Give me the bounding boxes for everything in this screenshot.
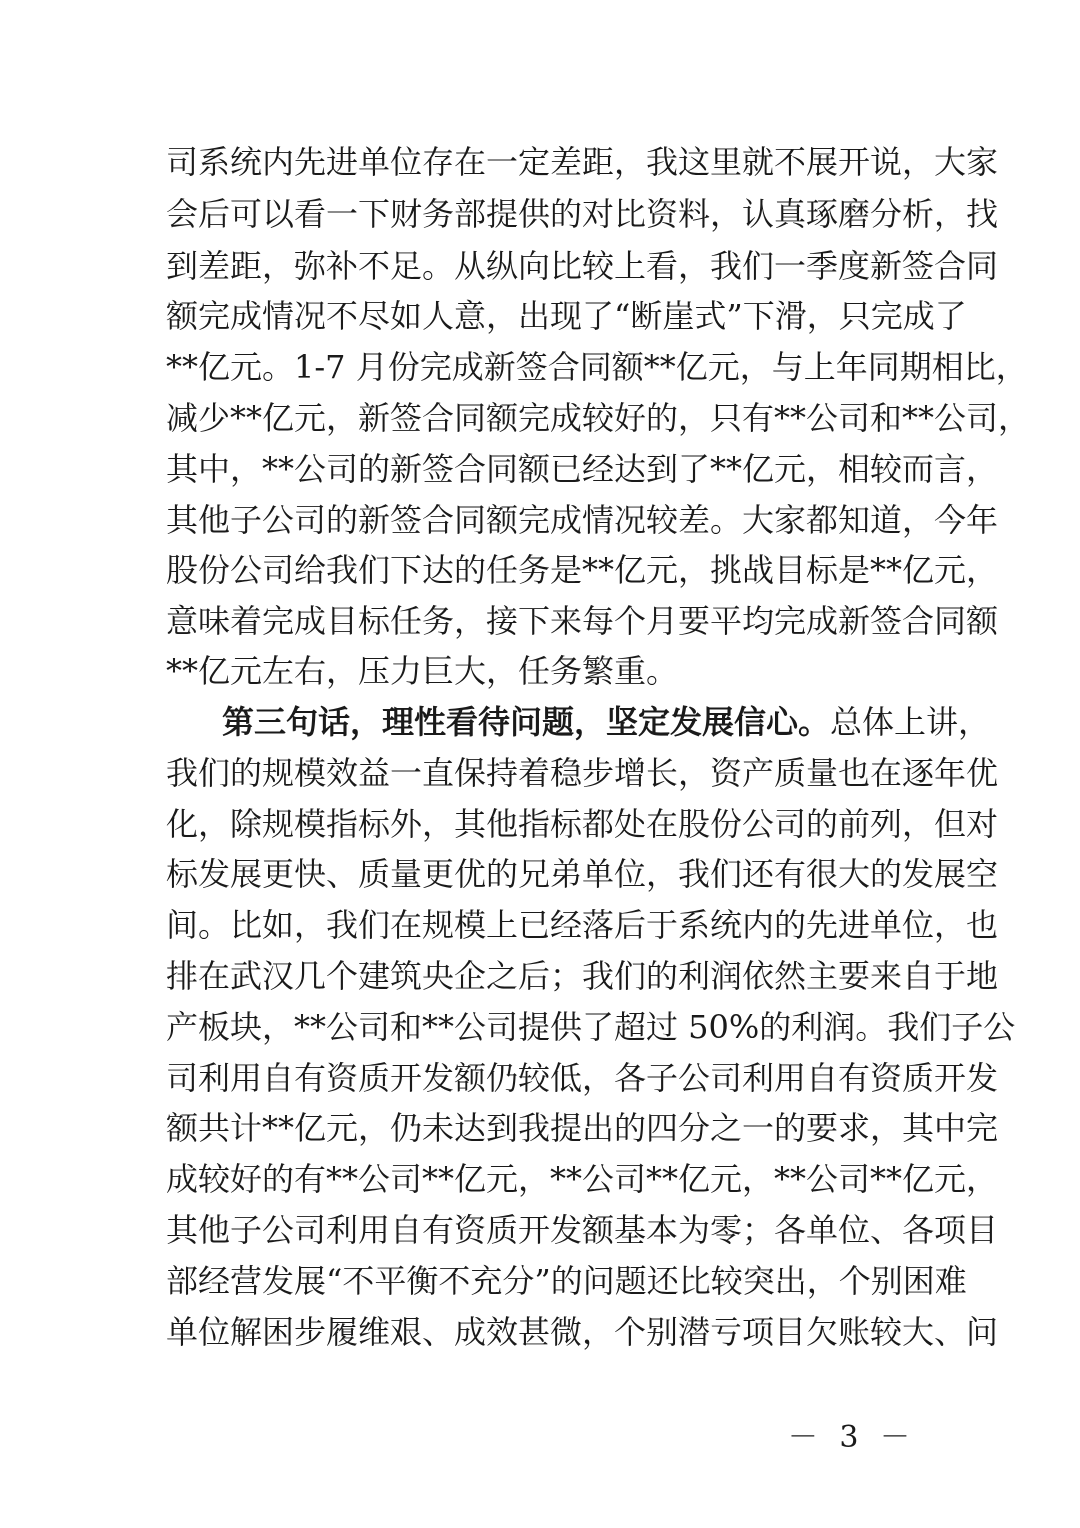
- text-line: **亿元左右，压力巨大，任务繁重。: [166, 652, 679, 690]
- text-line: 间。比如，我们在规模上已经落后于系统内的先进单位，也: [166, 906, 999, 944]
- text-line: 我们的规模效益一直保持着稳步增长，资产质量也在逐年优: [166, 754, 999, 792]
- text-line: **亿元。1-7 月份完成新签合同额**亿元，与上年同期相比，: [166, 348, 1028, 386]
- text-line: 司利用自有资质开发额仍较低，各子公司利用自有资质开发: [166, 1059, 999, 1097]
- text-line: 其他子公司的新签合同额完成情况较差。大家都知道，今年: [166, 501, 999, 539]
- text-line: 单位解困步履维艰、成效甚微，个别潜亏项目欠账较大、问: [166, 1313, 999, 1351]
- text-line: 意味着完成目标任务，接下来每个月要平均完成新签合同额: [166, 602, 999, 640]
- text-line: 减少**亿元，新签合同额完成较好的，只有**公司和**公司，: [166, 399, 1031, 437]
- text-span: 总体上讲，: [830, 703, 991, 741]
- text-line: 排在武汉几个建筑央企之后；我们的利润依然主要来自于地: [166, 957, 999, 995]
- text-line: 到差距，弥补不足。从纵向比较上看，我们一季度新签合同: [166, 247, 999, 285]
- text-line: 额共计**亿元，仍未达到我提出的四分之一的要求，其中完: [166, 1109, 999, 1147]
- text-line: 部经营发展“不平衡不充分”的问题还比较突出，个别困难: [166, 1262, 967, 1300]
- text-line: 股份公司给我们下达的任务是**亿元，挑战目标是**亿元，: [166, 551, 999, 589]
- paragraph-first-line: [222, 696, 991, 748]
- text-line: 成较好的有**公司**亿元，**公司**亿元，**公司**亿元，: [166, 1160, 999, 1198]
- text-line: 产板块，**公司和**公司提供了超过 50%的利润。我们子公: [166, 1008, 1016, 1046]
- page-number: － 3 －: [787, 1420, 916, 1455]
- text-line: 额完成情况不尽如人意，出现了“断崖式”下滑，只完成了: [166, 297, 967, 335]
- text-line: 会后可以看一下财务部提供的对比资料，认真琢磨分析，找: [166, 195, 999, 233]
- text-line: 其中，**公司的新签合同额已经达到了**亿元，相较而言，: [166, 450, 999, 488]
- text-line: 标发展更快、质量更优的兄弟单位，我们还有很大的发展空: [166, 855, 999, 893]
- text-line: 司系统内先进单位存在一定差距，我这里就不展开说，大家: [166, 143, 999, 181]
- text-line: 其他子公司利用自有资质开发额基本为零；各单位、各项目: [166, 1211, 999, 1249]
- text-line: 化，除规模指标外，其他指标都处在股份公司的前列，但对: [166, 805, 999, 843]
- section-heading: 第三句话，理性看待问题，坚定发展信心。: [222, 703, 831, 741]
